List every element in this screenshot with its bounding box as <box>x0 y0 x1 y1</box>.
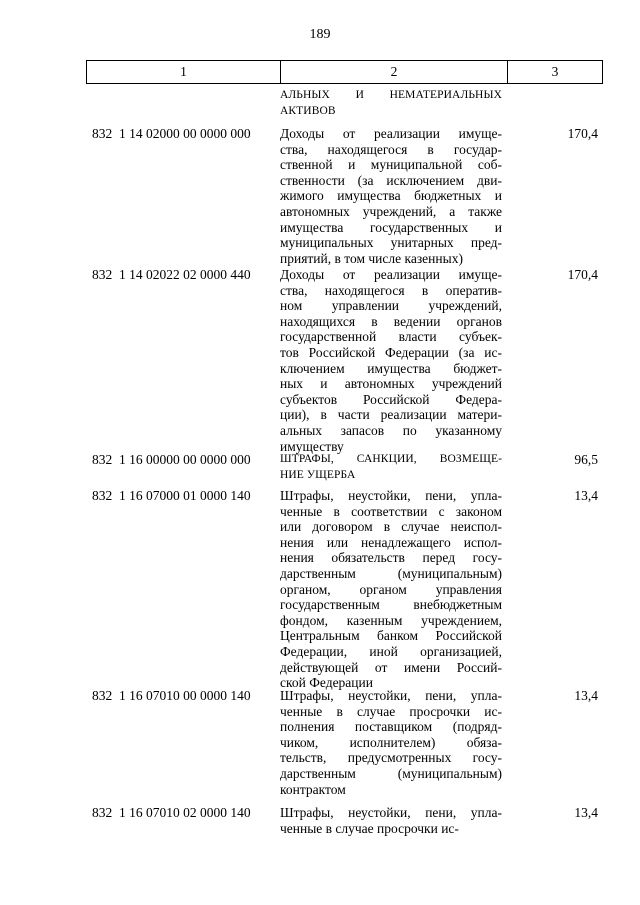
description-line: нения обязательств перед госу- <box>280 550 502 566</box>
column-header-table <box>86 60 603 84</box>
description-line: ства, находящегося в государ- <box>280 141 502 157</box>
description-line: ции), в части реализации матери- <box>280 407 502 423</box>
description-line: или договором в случае неиспол- <box>280 519 502 535</box>
description-line: ской Федерации <box>280 675 373 691</box>
column-header-3: 3 <box>508 61 603 84</box>
description-line: муниципальных унитарных пред- <box>280 235 502 251</box>
description-line: автономных учреждений, а также <box>280 203 502 219</box>
description-line: АКТИВОВ <box>280 104 336 117</box>
description-line: органом, органом управления <box>280 581 502 597</box>
description-line: ства, находящегося в оператив- <box>280 282 502 298</box>
description-line: Доходы от реализации имуще- <box>280 126 502 141</box>
description-line: Центральным банком Российской <box>280 628 502 644</box>
description-line: ченные в случае просрочки ис- <box>280 703 502 719</box>
description-line: жимого имущества бюджетных и <box>280 188 502 204</box>
row-amount: 13,4 <box>574 805 598 820</box>
description-line: полнения поставщиком (подряд- <box>280 719 502 735</box>
description-line: АЛЬНЫХ И НЕМАТЕРИАЛЬНЫХ <box>280 89 502 101</box>
description-line: находящихся в ведении органов <box>280 313 502 329</box>
column-header-row <box>87 61 603 84</box>
continuation-description <box>280 88 502 119</box>
description-line: имуществу <box>280 438 344 454</box>
description-line: государственной власти субъек- <box>280 329 502 345</box>
row-description <box>280 452 502 483</box>
description-line: ном управлении учреждений, <box>280 298 502 314</box>
description-line: чиком, исполнителем) обяза- <box>280 734 502 750</box>
row-description <box>280 805 502 836</box>
row-amount: 170,4 <box>567 126 598 141</box>
description-line: приятий, в том числе казенных) <box>280 250 463 266</box>
row-amount: 170,4 <box>567 267 598 282</box>
description-line: нения или ненадлежащего испол- <box>280 534 502 550</box>
description-line: фондом, казенным учреждением, <box>280 612 502 628</box>
row-code: 832 1 16 07010 02 0000 140 <box>92 805 251 820</box>
description-line: имущества государственных и <box>280 219 502 235</box>
row-code: 832 1 16 07000 01 0000 140 <box>92 488 251 503</box>
row-amount: 13,4 <box>574 488 598 503</box>
description-line: дарственным (муниципальным) <box>280 565 502 581</box>
row-amount: 96,5 <box>574 452 598 467</box>
row-code: 832 1 16 00000 00 0000 000 <box>92 452 251 467</box>
row-description <box>280 488 502 691</box>
description-line: ственности (за исключением дви- <box>280 172 502 188</box>
description-line: ных и автономных учреждений <box>280 376 502 392</box>
column-header-2: 2 <box>281 61 508 84</box>
row-amount: 13,4 <box>574 688 598 703</box>
description-line: ственной и муниципальной соб- <box>280 157 502 173</box>
row-code: 832 1 14 02022 02 0000 440 <box>92 267 251 282</box>
description-line: субъектов Российской Федера- <box>280 391 502 407</box>
description-line: государственным внебюджетным <box>280 597 502 613</box>
row-description <box>280 688 502 797</box>
description-line: контрактом <box>280 781 346 797</box>
page-number: 189 <box>309 27 331 42</box>
description-line: ченные в соответствии с законом <box>280 503 502 519</box>
description-line: действующей от имени Россий- <box>280 659 502 675</box>
row-description <box>280 267 502 454</box>
description-line: Штрафы, неустойки, пени, упла- <box>280 688 502 703</box>
description-line: Штрафы, неустойки, пени, упла- <box>280 805 502 820</box>
description-line: НИЕ УЩЕРБА <box>280 468 356 481</box>
description-line: дарственным (муниципальным) <box>280 765 502 781</box>
row-code: 832 1 14 02000 00 0000 000 <box>92 126 251 141</box>
description-line: тельств, предусмотренных госу- <box>280 750 502 766</box>
description-line: ченные в случае просрочки ис- <box>280 820 459 836</box>
description-line: Штрафы, неустойки, пени, упла- <box>280 488 502 503</box>
row-code: 832 1 16 07010 00 0000 140 <box>92 688 251 703</box>
description-line: ШТРАФЫ, САНКЦИИ, ВОЗМЕЩЕ- <box>280 453 502 465</box>
description-line: Федерации, иной организацией, <box>280 643 502 659</box>
description-line: альных запасов по указанному <box>280 422 502 438</box>
description-line: тов Российской Федерации (за ис- <box>280 344 502 360</box>
column-header-1: 1 <box>87 61 281 84</box>
row-description <box>280 126 502 266</box>
description-line: ключением имущества бюджет- <box>280 360 502 376</box>
description-line: Доходы от реализации имуще- <box>280 267 502 282</box>
